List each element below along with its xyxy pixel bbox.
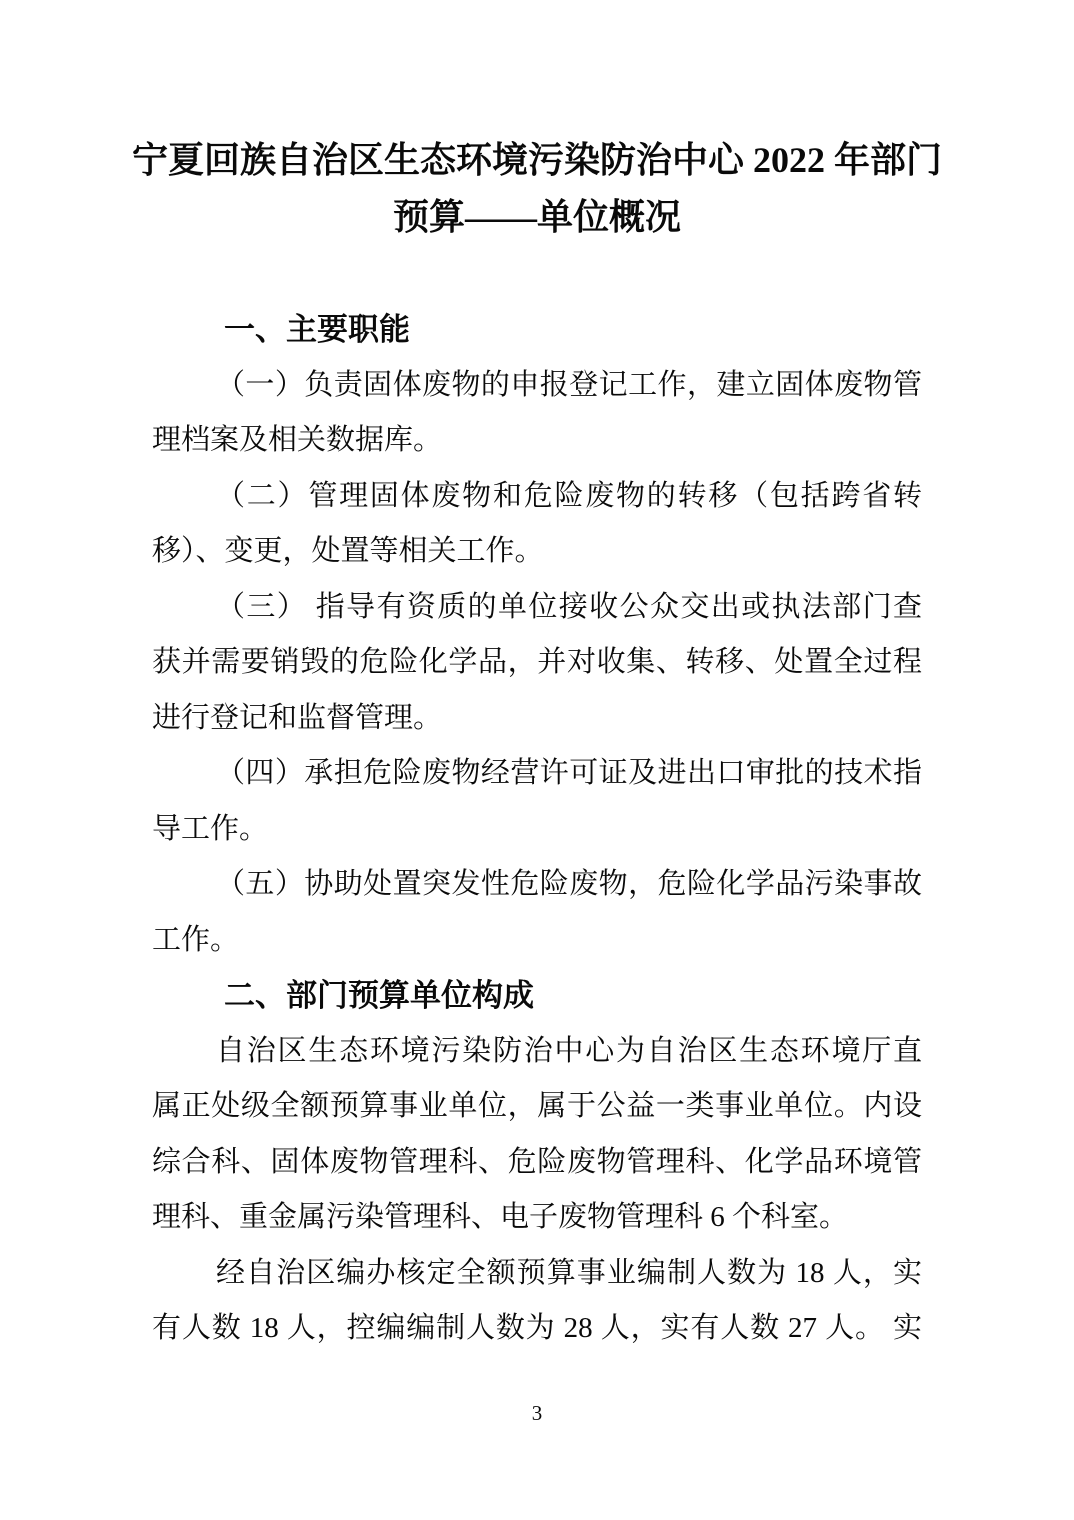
section-1-line-6: 获并需要销毁的危险化学品，并对收集、转移、处置全过程 [152, 646, 922, 678]
section-2-line-3: 综合科、固体废物管理科、危险废物管理科、化学品环境管 [152, 1145, 922, 1178]
document-body [152, 302, 922, 1357]
section-1-line-2: 理档案及相关数据库。 [152, 424, 443, 456]
title-line-1: 宁夏回族自治区生态环境污染防治中心 2022 年部门 [131, 140, 942, 180]
section-1-line-3: （二）管理固体废物和危险废物的转移（包括跨省转 [216, 479, 922, 512]
page-number: 3 [531, 1401, 543, 1425]
section-1-line-5: （三） 指导有资质的单位接收公众交出或执法部门查 [216, 590, 922, 623]
section-1-line-8: （四）承担危险废物经营许可证及进出口审批的技术指 [216, 757, 922, 789]
section-1-line-4: 移）、变更，处置等相关工作。 [152, 535, 544, 567]
title-line-2: 预算——单位概况 [392, 197, 681, 237]
section-2-heading: 二、部门预算单位构成 [224, 978, 534, 1013]
section-1-line-9: 导工作。 [152, 812, 269, 845]
section-1-heading: 一、主要职能 [224, 312, 410, 347]
section-1-line-10: （五）协助处置突发性危险废物，危险化学品污染事故 [216, 868, 922, 900]
document-title [0, 132, 1074, 246]
section-1-line-7: 进行登记和监督管理。 [152, 701, 443, 734]
section-2-line-2: 属正处级全额预算事业单位，属于公益一类事业单位。内设 [152, 1090, 922, 1122]
section-2-line-5: 经自治区编办核定全额预算事业编制人数为 18 人，实 [216, 1256, 922, 1289]
section-1-line-1: （一）负责固体废物的申报登记工作，建立固体废物管 [216, 368, 922, 401]
section-1-line-11: 工作。 [152, 923, 240, 956]
section-2-line-4: 理科、重金属污染管理科、电子废物管理科 6 个科室。 [152, 1201, 849, 1233]
section-2-line-6: 有人数 18 人，控编编制人数为 28 人，实有人数 27 人。 实 [152, 1312, 922, 1344]
section-2-line-1: 自治区生态环境污染防治中心为自治区生态环境厅直 [216, 1034, 922, 1067]
